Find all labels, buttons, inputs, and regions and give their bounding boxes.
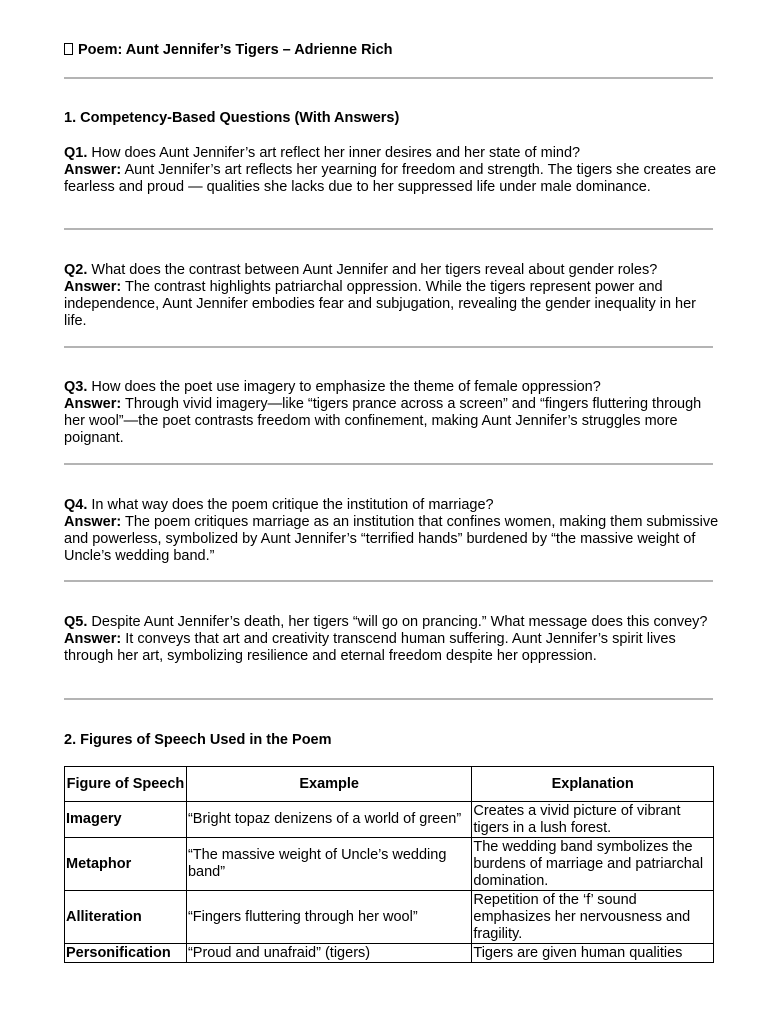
example-cell: “Bright topaz denizens of a world of green” [186, 802, 471, 838]
section-heading-questions: 1. Competency-Based Questions (With Answers) [64, 110, 400, 126]
divider [64, 580, 713, 582]
question-number: Q3. [64, 379, 88, 395]
answer-label: Answer: [64, 396, 122, 412]
divider [64, 698, 713, 700]
question-block-4 [64, 497, 719, 565]
question-number: Q5. [64, 614, 88, 630]
answer-label: Answer: [64, 279, 122, 295]
answer-text: It conveys that art and creativity transcend human suffering. Aunt Jennifer’s spirit lives through her art, symbolizing resilience and eternal freedom despite her oppression. [64, 631, 676, 664]
question-text: In what way does the poem critique the institution of marriage? [87, 497, 494, 513]
question-text: How does Aunt Jennifer’s art reflect her inner desires and her state of mind? [87, 145, 581, 161]
document-title [64, 42, 393, 58]
question-number: Q4. [64, 497, 88, 513]
example-cell: “The massive weight of Uncle’s wedding band” [186, 838, 471, 891]
answer-text: The poem critiques marriage as an institution that confines women, making them submissive and powerless, symbolized by Aunt Jennifer’s “terrified hands” burdened by “the massive weight of Uncle’s wedding band.” [64, 514, 719, 564]
question-number: Q2. [64, 262, 88, 278]
answer-text: Through vivid imagery—like “tigers prance across a screen” and “fingers fluttering through her wool”—the poet contrasts freedom with confinement, making Aunt Jennifer’s struggles more poignant. [64, 396, 702, 446]
question-text: Despite Aunt Jennifer’s death, her tigers “will go on prancing.” What message does this convey? [87, 614, 708, 630]
question-text: How does the poet use imagery to emphasize the theme of female oppression? [87, 379, 601, 395]
table-row [65, 838, 714, 891]
example-cell: “Proud and unafraid” (tigers) [186, 944, 471, 963]
answer-text: Aunt Jennifer’s art reflects her yearning for freedom and strength. The tigers she creates are fearless and proud — qualities she lacks due to her suppressed life under male dominance. [64, 162, 717, 195]
explanation-cell: Creates a vivid picture of vibrant tigers in a lush forest. [472, 802, 714, 838]
question-number: Q1. [64, 145, 88, 161]
figure-cell: Metaphor [65, 838, 187, 891]
answer-text: The contrast highlights patriarchal oppression. While the tigers represent power and independence, Aunt Jennifer embodies fear and subjugation, revealing the gender inequality in her life. [64, 279, 697, 329]
divider [64, 346, 713, 348]
divider [64, 77, 713, 79]
question-text: What does the contrast between Aunt Jennifer and her tigers reveal about gender roles? [87, 262, 658, 278]
divider [64, 463, 713, 465]
missing-glyph-icon [64, 43, 73, 55]
table-row [65, 944, 714, 963]
explanation-cell: The wedding band symbolizes the burdens of marriage and patriarchal domination. [472, 838, 714, 891]
column-header-example: Example [186, 767, 471, 802]
question-block-5 [64, 614, 719, 665]
column-header-explanation: Explanation [472, 767, 714, 802]
question-block-2 [64, 262, 719, 330]
figure-cell: Imagery [65, 802, 187, 838]
section-heading-figures: 2. Figures of Speech Used in the Poem [64, 732, 332, 748]
explanation-cell: Repetition of the ‘f’ sound emphasizes her nervousness and fragility. [472, 891, 714, 944]
question-block-1 [64, 145, 719, 196]
example-cell: “Fingers fluttering through her wool” [186, 891, 471, 944]
column-header-figure: Figure of Speech [65, 767, 187, 802]
table-header-row [65, 767, 714, 802]
table-row [65, 891, 714, 944]
explanation-cell: Tigers are given human qualities [472, 944, 714, 963]
question-block-3 [64, 379, 719, 447]
divider [64, 228, 713, 230]
figures-of-speech-table [64, 766, 714, 963]
figure-cell: Personification [65, 944, 187, 963]
answer-label: Answer: [64, 162, 122, 178]
answer-label: Answer: [64, 631, 122, 647]
answer-label: Answer: [64, 514, 122, 530]
document-title-text: Poem: Aunt Jennifer’s Tigers – Adrienne Rich [78, 42, 393, 58]
table-row [65, 802, 714, 838]
figure-cell: Alliteration [65, 891, 187, 944]
